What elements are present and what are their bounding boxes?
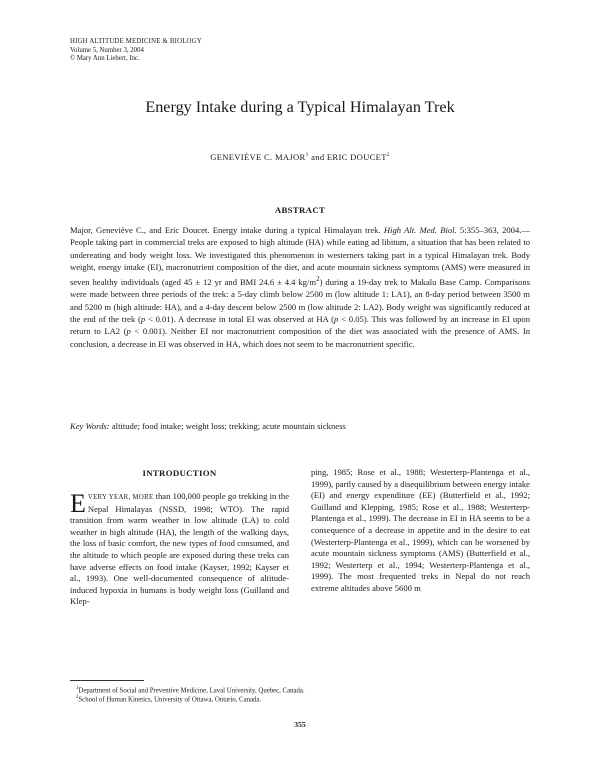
abstract-text-3: < 0.01). A decrease in total EI was observed at HA ( xyxy=(145,313,335,324)
abstract-citation: Major, Geneviève C., and Eric Doucet. Energy intake during a typical Himalayan trek. xyxy=(70,225,384,235)
author-2-affiliation-mark: 2 xyxy=(386,152,390,159)
abstract-body xyxy=(70,224,530,350)
keywords xyxy=(70,420,530,432)
abstract-text-5: < 0.001). Neither EI nor macronutrient composition of the diet was associated with the presence of AMS. In conclusion, a decrease in EI was observed in HA, which does not seem to be macronutrient specific. xyxy=(70,326,530,349)
abstract-superscript: 2 xyxy=(316,275,320,284)
keywords-label: Key Words: xyxy=(70,421,110,431)
article-title: Energy Intake during a Typical Himalayan Trek xyxy=(145,98,455,116)
abstract-text-4: < 0.05). This was followed by an increase in EI upon return to LA2 ( xyxy=(70,313,531,337)
column-1-text: than 100,000 people go trekking in the Nepal Himalayas (NSSD, 1998; WTO). The rapid transition from warm weather in low altitude (LA) to cold weather in high altitude (HA), the length of the walking days, the loss of basic comfort, the new types of food consumed, and the altitude to which people are exposed during these treks can have adverse effects on food intake (Kayser, 1992; Kayser et al., 1993). One well-documented consequence of altitude-induced hypoxia in humans is body weight loss (Guilland and Klep- xyxy=(70,491,290,607)
small-caps-lead: VERY YEAR, MORE xyxy=(87,494,154,501)
abstract-text-1: 5:355–363, 2004.—People taking part in commercial treks are exposed to high altitude (HA) while eating ad libitum, a situation that has been related to undereating and body weight loss. We investigated this phenomenon in westerners taking part in a typical Himalayan trek. Body weight, energy intake (EI), macronutrient composition of the diet, and acute mountain sickness symptoms (AMS) were measured in seven healthy individuals (aged 45 ± 12 yr and BMI 24.6 ± 4.4 kg/m xyxy=(70,225,531,288)
footnote-rule xyxy=(70,680,144,681)
author-line xyxy=(0,152,600,162)
page-number: 355 xyxy=(294,720,306,729)
footnote-2-mark: 2 xyxy=(76,695,79,700)
p-value-symbol: p xyxy=(334,313,339,324)
body-column-right: ping, 1985; Rose et al., 1988; Westerterp-Plantenga et al., 1999), partly caused by a disequilibrium between energy intake (EI) and energy expenditure (EE) (Butterfield et al., 1992; Guilland and Klepping, 1985; Rose et al., 1988; Westerterp-Plantenga et al., 1999). The decrease in EI in HA seems to be a consequence of a decrease in appetite and in the desire to eat (Westerterp-Plantenga et al., 1999), which can be worsened by acute mountain sickness symptoms (AMS) (Butterfield et al., 1992; Westerterp et al., 1994; Westerterp-Plantenga et al., 1999). The most frequented treks in Nepal do not reach extreme altitudes above 5600 m xyxy=(311,467,530,593)
introduction-heading: INTRODUCTION xyxy=(142,468,217,478)
abstract-journal-abbrev: High Alt. Med. Biol. xyxy=(383,225,457,235)
journal-name: HIGH ALTITUDE MEDICINE & BIOLOGY xyxy=(70,38,202,45)
body-column-left xyxy=(70,491,289,608)
abstract-heading: ABSTRACT xyxy=(274,205,326,215)
keywords-text: altitude; food intake; weight loss; trekking; acute mountain sickness xyxy=(109,421,346,431)
p-value-symbol: p xyxy=(126,326,131,337)
p-value-symbol: p xyxy=(140,313,146,324)
author-conjunction: and xyxy=(308,152,327,162)
drop-cap: E xyxy=(70,489,86,518)
journal-volume: Volume 5, Number 3, 2004 xyxy=(70,46,144,54)
footnote-1-mark: 1 xyxy=(76,686,79,691)
author-1: GENEVIÈVE C. MAJOR xyxy=(210,152,306,162)
journal-header xyxy=(70,38,202,64)
journal-copyright: © Mary Ann Liebert, Inc. xyxy=(70,55,140,63)
author-2: ERIC DOUCET xyxy=(326,152,387,162)
abstract-text-2: ) during a 19-day trek to Makalu Base Camp. Comparisons were made between three periods of the trek: a 5-day climb below 2500 m (low altitude 1: LA1), an 8-day period between 3500 m and 5200 m (high altitude: HA), and a 4-day descent below 2500 m (low altitude 2: LA2). Body weight was significantly reduced at the end of the trek ( xyxy=(70,277,530,324)
footnote-1-text: Department of Social and Preventive Medicine, Laval University, Quebec, Canada. xyxy=(78,687,305,695)
author-1-affiliation-mark: 1 xyxy=(305,152,309,159)
footnote-2 xyxy=(76,693,261,704)
footnote-2-text: School of Human Kinetics, University of Ottawa, Ontario, Canada. xyxy=(78,696,262,704)
